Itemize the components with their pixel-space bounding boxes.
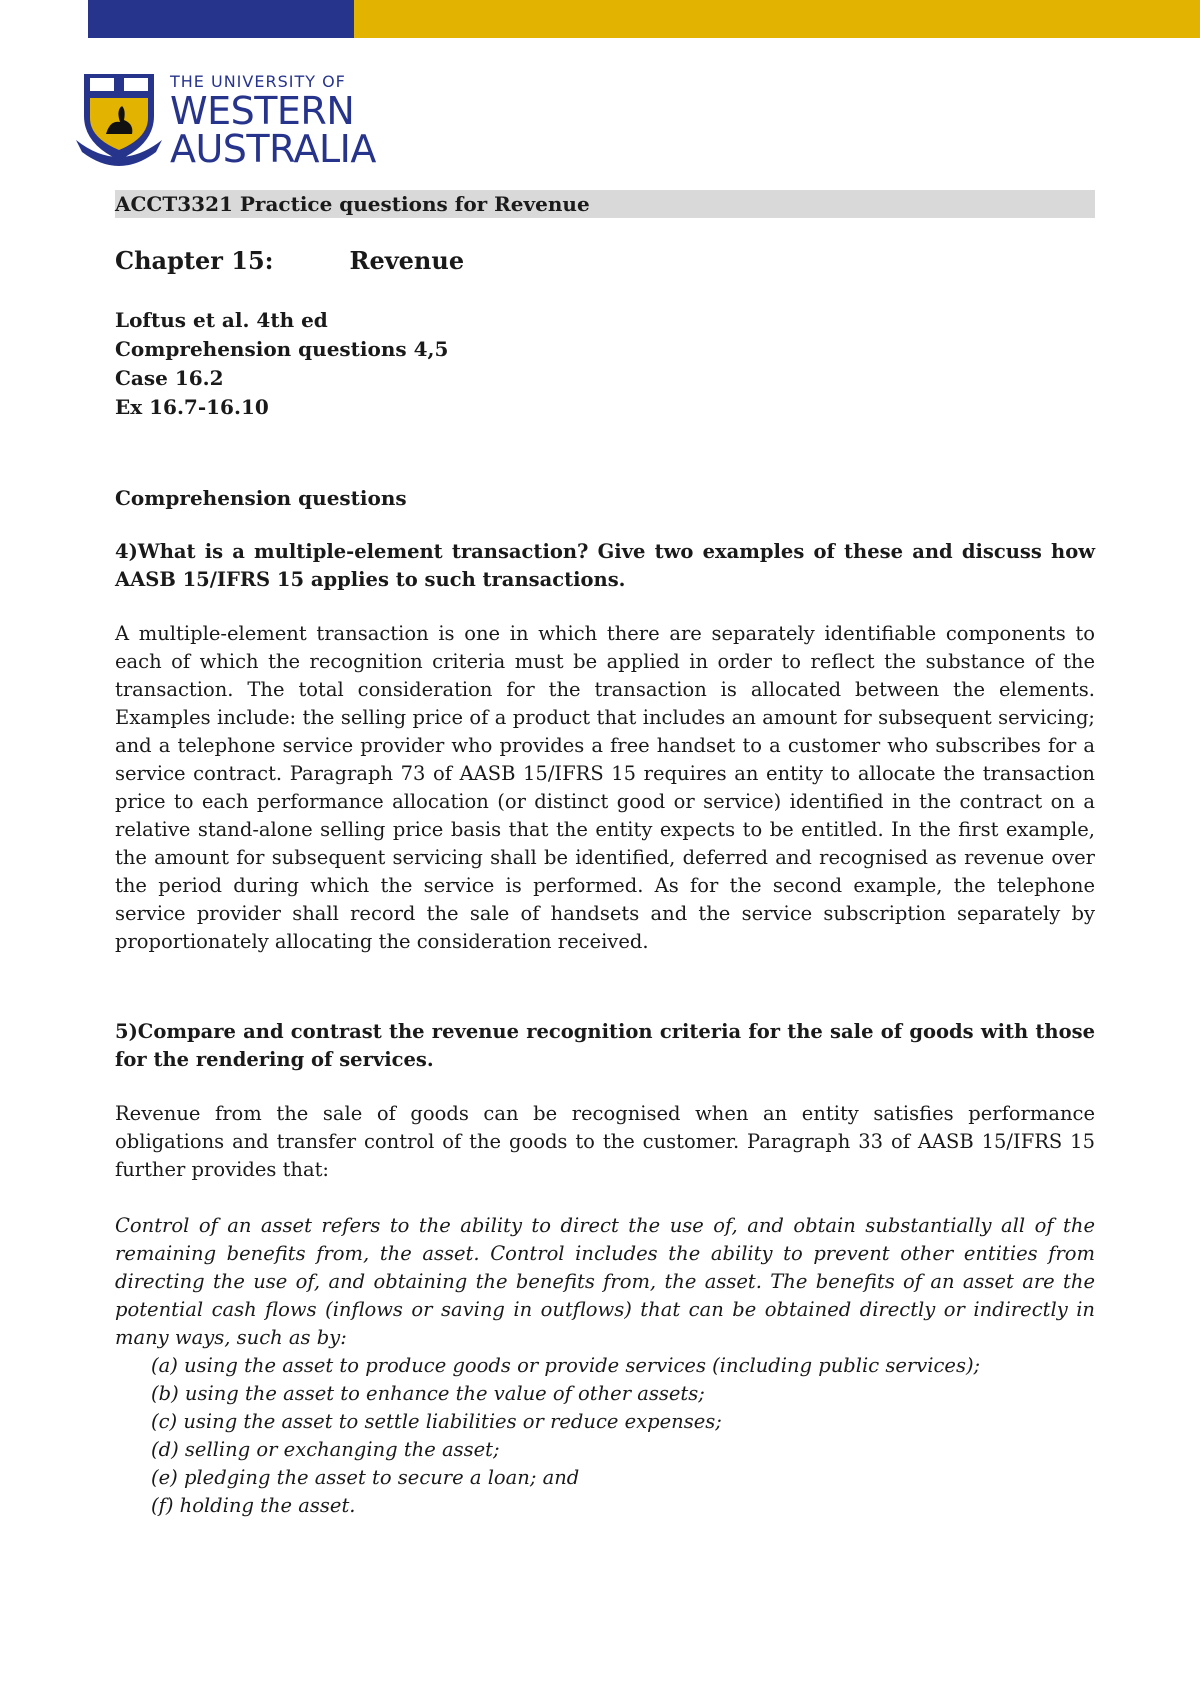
- reference-item: Loftus et al. 4th ed: [115, 308, 328, 332]
- quoted-list: [151, 1352, 1095, 1520]
- wordmark-line-3: AUSTRALIA: [170, 127, 376, 171]
- answer-5: Revenue from the sale of goods can be recognised when an entity satisfies performance obligations and transfer control of the goods to the customer. Paragraph 33 of AASB 15/IFRS 15 further provides that:: [115, 1102, 1095, 1181]
- document-body: [115, 190, 1095, 1520]
- header-gold-band: [354, 0, 1200, 38]
- university-logo: [76, 70, 376, 170]
- answer-4: A multiple-element transaction is one in which there are separately identifiable components to each of which the recognition criteria must be applied in order to reflect the substance of the transaction. The total consideration for the transaction is allocated between the elements. Examples include: the selling price of a product that includes an amount for subsequent servicing; and a telephone service provider who provides a free handset to a customer who subscribes for a service contract. Paragraph 73 of AASB 15/IFRS 15 requires an entity to allocate the transaction price to each performance allocation (or distinct good or service) identified in the contract on a relative stand-alone selling price basis that the entity expects to be entitled. In the first example, the amount for subsequent servicing shall be identified, deferred and recognised as revenue over the period during which the service is performed. As for the second example, the telephone service provider shall record the sale of handsets and the service subscription separately by proportionately allocating the consideration received.: [115, 622, 1095, 953]
- wordmark-line-2: WESTERN: [170, 89, 355, 133]
- quoted-list-item: (d) selling or exchanging the asset;: [151, 1438, 500, 1461]
- question-5: 5)Compare and contrast the revenue recognition criteria for the sale of goods with those for the rendering of services.: [115, 1020, 1095, 1071]
- chapter-label: Chapter 15:: [115, 246, 274, 275]
- quoted-paragraph: Control of an asset refers to the ability to direct the use of, and obtain substantially all of the remaining benefits from, the asset. Control includes the ability to prevent other entities from directing the use of, and obtaining the benefits from, the asset. The benefits of an asset are the potential cash flows (inflows or saving in outflows) that can be obtained directly or indirectly in many ways, such as by:: [115, 1214, 1095, 1349]
- quoted-list-item: (a) using the asset to produce goods or provide services (including public services);: [151, 1354, 981, 1377]
- quoted-list-item: (e) pledging the asset to secure a loan; and: [151, 1466, 580, 1489]
- header-blue-band: [88, 0, 354, 38]
- reference-list: [115, 306, 1095, 422]
- question-4: 4)What is a multiple-element transaction? Give two examples of these and discuss how AASB 15/IFRS 15 applies to such transactions.: [115, 540, 1095, 591]
- header-color-bar: [88, 0, 1200, 38]
- reference-item: Ex 16.7-16.10: [115, 395, 269, 419]
- chapter-heading: [115, 246, 1095, 276]
- section-heading: Comprehension questions: [115, 486, 407, 510]
- quoted-list-item: (f) holding the asset.: [151, 1494, 356, 1517]
- university-crest-icon: [76, 70, 162, 166]
- quoted-list-item: (c) using the asset to settle liabilities or reduce expenses;: [151, 1410, 722, 1433]
- reference-item: Case 16.2: [115, 366, 224, 390]
- chapter-title: Revenue: [349, 246, 465, 275]
- university-wordmark: [170, 72, 376, 171]
- course-title: ACCT3321 Practice questions for Revenue: [115, 190, 1095, 218]
- quoted-list-item: (b) using the asset to enhance the value of other assets;: [151, 1382, 705, 1405]
- reference-item: Comprehension questions 4,5: [115, 337, 449, 361]
- wordmark-line-1: THE UNIVERSITY OF: [170, 72, 346, 91]
